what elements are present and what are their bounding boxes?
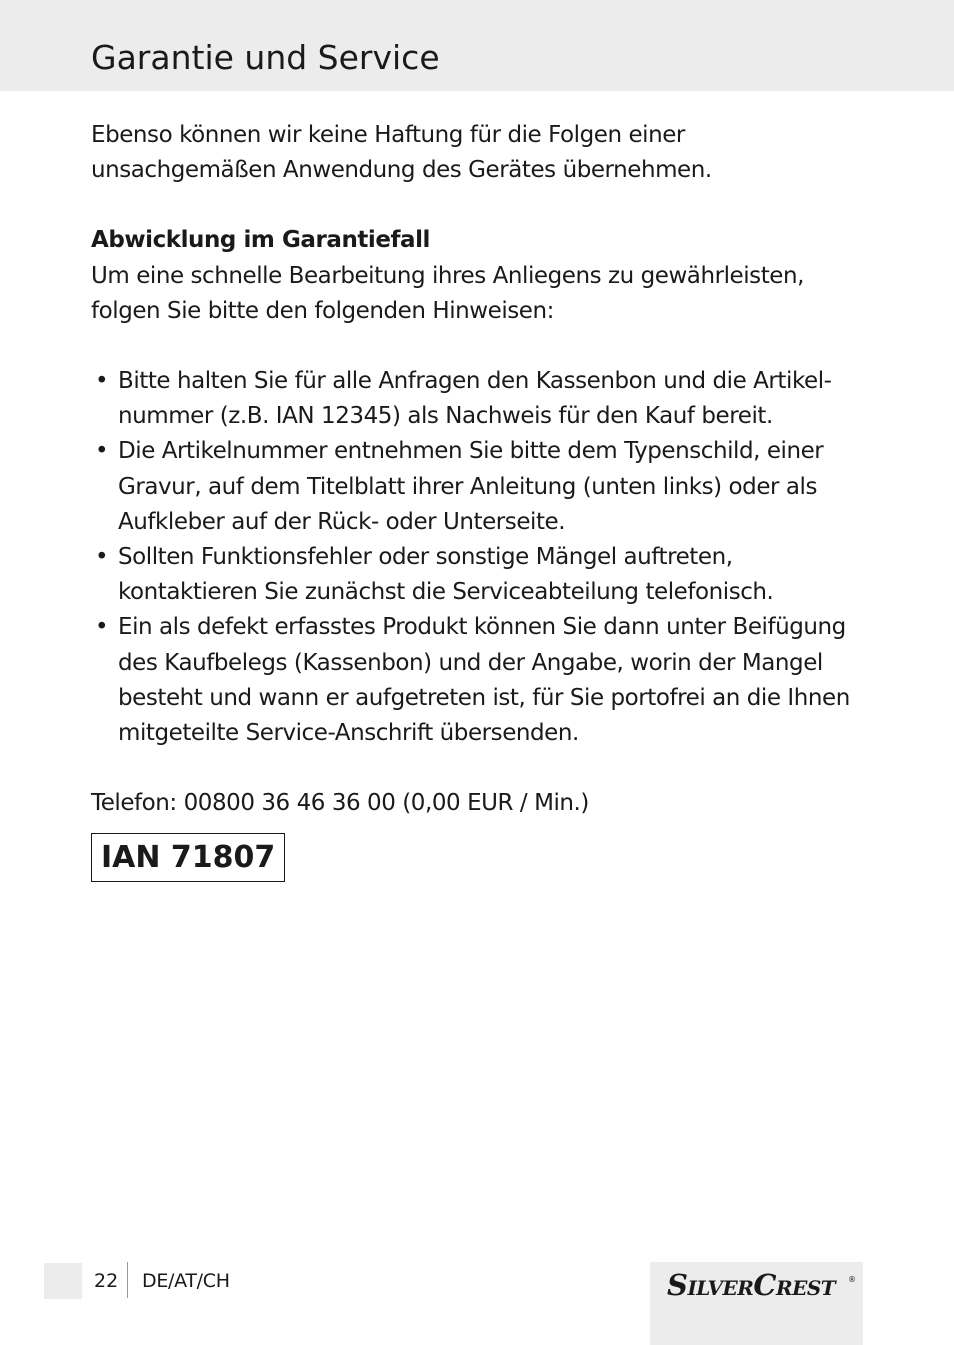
page-number: 22 (94, 1270, 119, 1292)
logo-letter: S (667, 1268, 688, 1302)
bullet-icon: • (95, 614, 109, 641)
instruction-list (91, 364, 871, 751)
phone-number: Telefon: 00800 36 46 36 00 (0,00 EUR / Min.) (91, 790, 589, 817)
logo-letter: REST (775, 1276, 836, 1300)
list-item-text: Bitte halten Sie für alle Anfragen den Kassenbon und die Artikelnummer (z.B. IAN 12345) als Nachweis für den Kauf bereit. (118, 368, 832, 430)
footer-divider (127, 1262, 128, 1298)
ian-number-box: IAN 71807 (91, 833, 285, 882)
list-item (91, 610, 871, 751)
intro-paragraph: Ebenso können wir keine Haftung für die Folgen einer unsachgemäßen Anwendung des Gerätes übernehmen. (91, 122, 712, 184)
list-item (91, 364, 871, 434)
list-item (91, 540, 871, 610)
silvercrest-logo (667, 1268, 857, 1304)
list-item (91, 434, 871, 540)
page-title: Garantie und Service (91, 38, 440, 77)
bullet-icon: • (95, 438, 109, 465)
section-heading: Abwicklung im Garantiefall (91, 227, 430, 254)
section-intro: Um eine schnelle Bearbeitung ihres Anliegens zu gewährleisten, folgen Sie bitte den folgenden Hinweisen: (91, 262, 804, 324)
list-item-text: Ein als defekt erfasstes Produkt können Sie dann unter Beifügung des Kaufbelegs (Kassenbon) und der Angabe, worin der Mangel besteht und wann er aufgetreten ist, für Sie portofrei an die Ihnen mitgeteilte Service-Anschrift übersenden. (118, 614, 850, 747)
list-item-text: Sollten Funktionsfehler oder sonstige Mängel auftreten, kontaktieren Sie zunächst die Serviceabteilung telefonisch. (118, 544, 774, 606)
bullet-icon: • (95, 544, 109, 571)
svg-text:SILVERCREST (667, 1268, 838, 1302)
list-item-text: Die Artikelnummer entnehmen Sie bitte dem Typenschild, einer Gravur, auf dem Titelblatt ihrer Anleitung (unten links) oder als Aufkleber auf der Rück- oder Unterseite. (118, 438, 824, 535)
bullet-icon: • (95, 368, 109, 395)
registered-mark: ® (848, 1275, 856, 1284)
logo-letter: C (753, 1268, 776, 1302)
country-codes: DE/AT/CH (142, 1270, 230, 1292)
page-content (91, 118, 871, 882)
footer-marker (44, 1263, 82, 1299)
logo-letter: ILVER (687, 1276, 754, 1300)
